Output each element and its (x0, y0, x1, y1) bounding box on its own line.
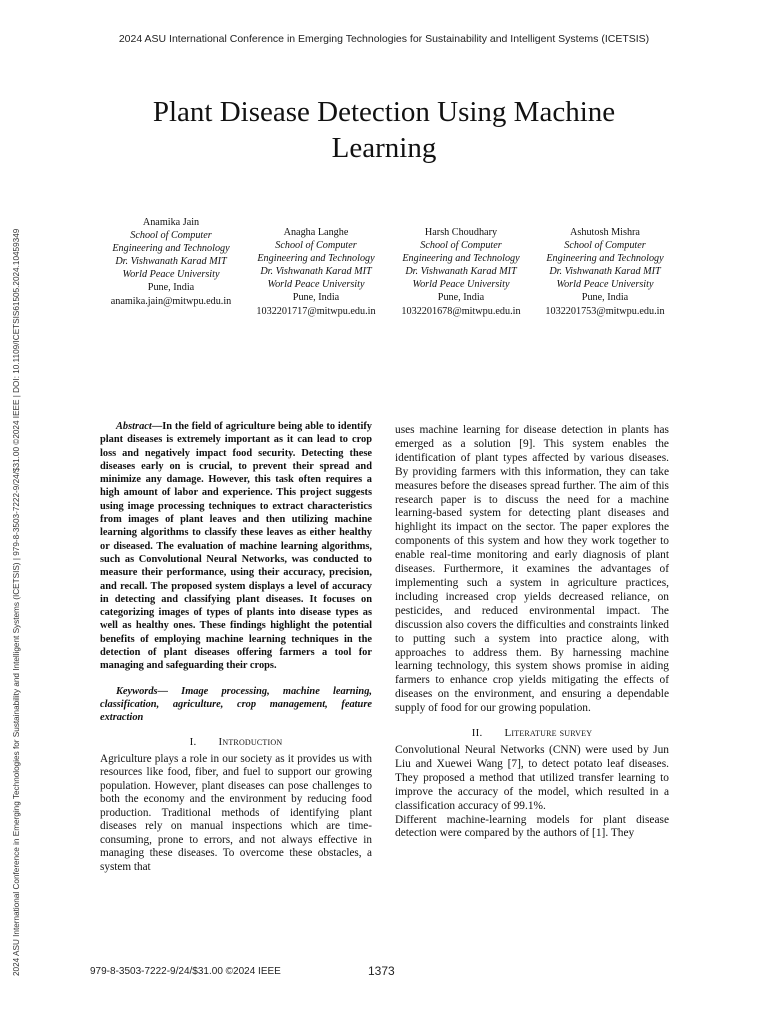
author-affiliation: Dr. Vishwanath Karad MIT (260, 266, 372, 278)
keywords-paragraph (100, 685, 372, 725)
author-affiliation: Engineering and Technology (402, 253, 520, 265)
section-title: Introduction (218, 735, 283, 748)
section-heading-literature-survey (395, 726, 669, 740)
keywords-text: — Image processing, machine learning, classification, agriculture, crop management, feature extraction (100, 685, 372, 724)
abstract-text: —In the field of agriculture being able to identify plant diseases is extremely important as it can lead to crop loss and negatively impact food security. Detecting these diseases early on is crucial, to prevent their spread and minimize any damage. However, this task often requires a high amount of labor and experience. This project suggests using image processing techniques to extract characteristics from images of plant leaves and then utilizing machine learning algorithms to classify these leaves as either healthy or diseased. The evaluation of machine learning algorithms, such as Convolutional Neural Networks, was conducted to measure their performance, using their accuracy, precision, and recall. The proposed system displays a level of accuracy in detecting and classifying plant diseases. It focuses on categorizing images of types of plants into disease types as well as healthy ones. These findings highlight the potential benefits of employing machine learning techniques in the detection of plant diseases offering farmers a tool for managing and safeguarding their crops. (100, 421, 372, 672)
author-affiliation: World Peace University (556, 279, 654, 291)
author-affiliation: Engineering and Technology (257, 253, 375, 265)
section-number: II. (471, 727, 483, 740)
author-email: 1032201678@mitwpu.edu.in (401, 305, 521, 317)
author-1 (98, 216, 244, 308)
author-email: 1032201753@mitwpu.edu.in (545, 305, 665, 317)
author-affiliation: World Peace University (122, 269, 220, 281)
body-paragraph: Agriculture plays a role in our society as it provides us with resources like food, fiber, and fuel to support our growing population. However, plant diseases can pose challenges to both the economy and the environment by reducing food production. Traditional methods of identifying plant diseases rely on manual inspections which are time-consuming, prone to errors, and not always effective in managing these diseases. To overcome these obstacles, a system that (100, 752, 372, 873)
author-affiliation: Dr. Vishwanath Karad MIT (405, 266, 517, 278)
author-email: anamika.jain@mitwpu.edu.in (110, 295, 232, 307)
left-column (100, 420, 372, 874)
section-title: Literature survey (504, 727, 593, 740)
author-city: Pune, India (581, 292, 629, 304)
author-affiliation: School of Computer (275, 240, 357, 252)
running-header: 2024 ASU International Conference in Emerging Technologies for Sustainability and Intelligent Systems (ICETSIS) (118, 33, 650, 45)
author-affiliation: Engineering and Technology (546, 253, 664, 265)
author-name: Harsh Choudhary (424, 227, 498, 238)
body-paragraph: uses machine learning for disease detection in plants has emerged as a solution [9]. This system enables the identification of plant types affected by various diseases. By providing farmers with this information, they can take measures before the diseases spread further. The aim of this research paper is to discuss the need for a machine learning-based system for detecting plant diseases and highlight its impact on the sector. The paper explores the components of this system and how they work together to enable real-time monitoring and early diagnosis of plant diseases. Furthermore, it examines the advantages of implementing such a system in agriculture practices, including increased crop yields decreased reliance, on pesticides, and reduced environmental impact. The discussion also covers the difficulties and constraints linked to putting such a system into practice along, with approaches to address them. By harnessing machine learning technology, this system shows promise in aiding farmers to enhance crop yields mitigating the effects of diseases on the environment, and ensuring a dependable supply of food for our growing population. (395, 424, 669, 715)
body-paragraph: Convolutional Neural Networks (CNN) were used by Jun Liu and Xuewei Wang [7], to detect potato leaf diseases. They proposed a method that utilized transfer learning to improve the accuracy of the model, which resulted in a classification accuracy of 99.1%. (395, 744, 669, 812)
author-affiliation: World Peace University (267, 279, 365, 291)
author-affiliation: Engineering and Technology (112, 243, 230, 255)
author-affiliation: World Peace University (412, 279, 510, 291)
author-affiliation: School of Computer (130, 230, 212, 242)
body-paragraph: Different machine-learning models for plant disease detection were compared by the authors of [1]. They (395, 813, 669, 840)
author-affiliation: School of Computer (420, 240, 502, 252)
author-name: Anagha Langhe (283, 227, 349, 238)
author-city: Pune, India (147, 282, 195, 294)
author-city: Pune, India (292, 292, 340, 304)
section-number: I. (189, 735, 197, 748)
footer-isbn: 979-8-3503-7222-9/24/$31.00 ©2024 IEEE (90, 966, 281, 977)
paper-title: Plant Disease Detection Using Machine Learning (152, 96, 616, 164)
author-name: Ashutosh Mishra (570, 227, 640, 238)
author-2 (243, 226, 389, 318)
keywords-lead: Keywords (116, 685, 158, 697)
author-name: Anamika Jain (142, 217, 200, 228)
side-metadata-strip: 2024 ASU International Conference in Emerging Technologies for Sustainability and Intelligent Systems (ICETSIS) | 979-8-3503-7222-9/24/$31.00 ©2024 IEEE | DOI: 10.1109/ICETSIS61505.2024.10459349 (12, 228, 21, 976)
page-number: 1373 (368, 964, 395, 978)
abstract-paragraph (100, 420, 372, 673)
author-3 (388, 226, 534, 318)
author-affiliation: Dr. Vishwanath Karad MIT (115, 256, 227, 268)
abstract-lead: Abstract (116, 421, 152, 432)
author-4 (532, 226, 678, 318)
author-affiliation: Dr. Vishwanath Karad MIT (549, 266, 661, 278)
author-affiliation: School of Computer (564, 240, 646, 252)
right-column (395, 424, 669, 841)
author-city: Pune, India (437, 292, 485, 304)
author-email: 1032201717@mitwpu.edu.in (256, 305, 376, 317)
section-heading-introduction (100, 735, 372, 749)
